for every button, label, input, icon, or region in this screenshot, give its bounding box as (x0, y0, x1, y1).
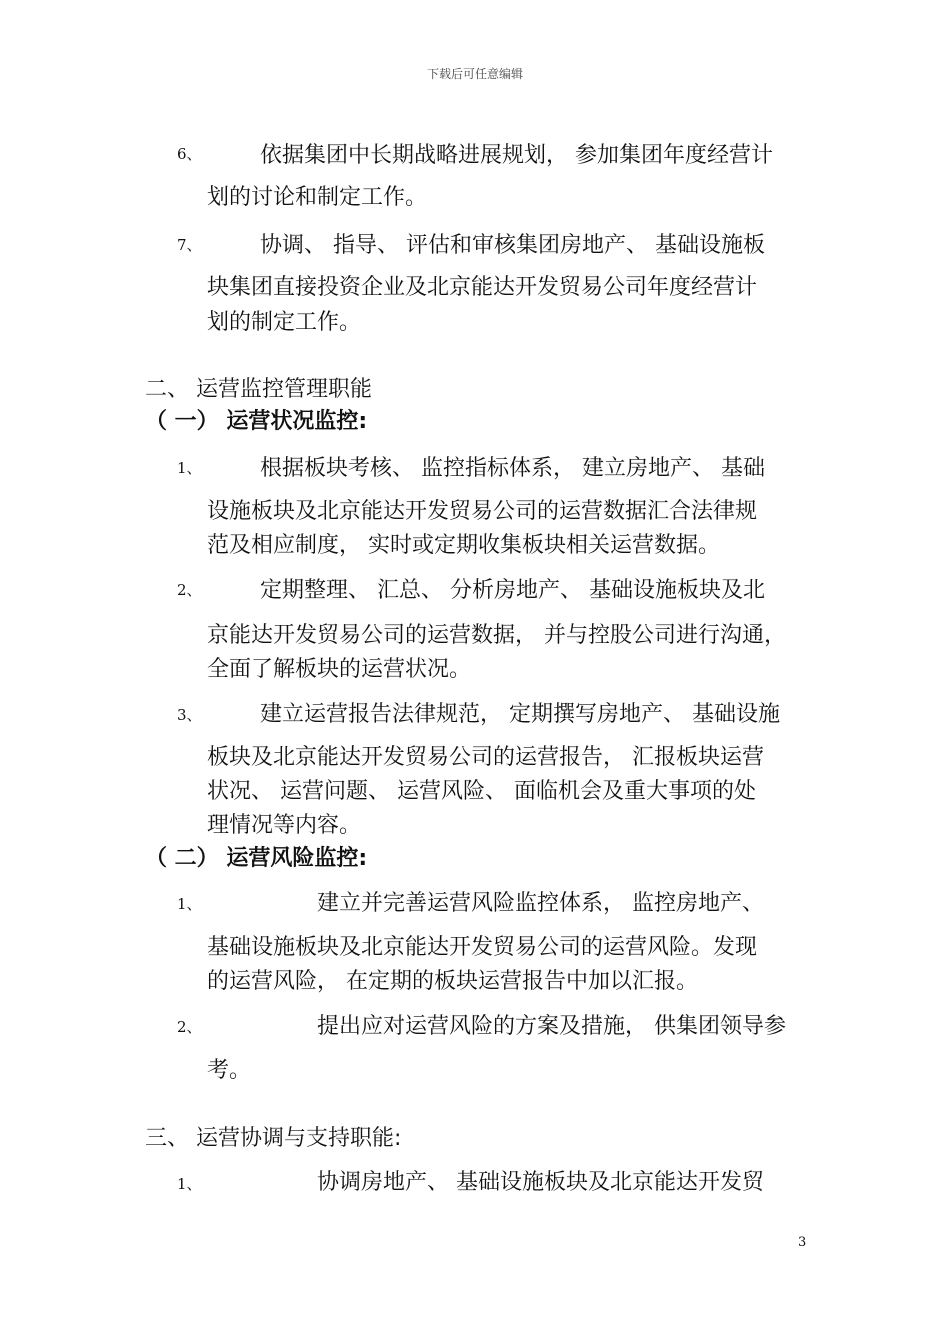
item-text-line: 京能达开发贸易公司的运营数据， 并与控股公司进行沟通， (207, 623, 786, 648)
page-header: 下载后可任意编辑 (426, 67, 523, 81)
item-number: 3、 (177, 706, 202, 724)
item-text-line: 划的制定工作。 (207, 310, 362, 335)
item-text-line: 全面了解板块的运营状况。 (207, 657, 472, 682)
section-title: 二、 运营监控管理职能 (145, 377, 372, 402)
item-text-line: 划的讨论和制定工作。 (207, 185, 428, 210)
section-title: 三、 运营协调与支持职能: (145, 1126, 402, 1151)
item-text-line: 协调、 指导、 评估和审核集团房地产、 基础设施板 (260, 233, 765, 258)
item-number: 1、 (177, 895, 202, 913)
item-text-line: 建立并完善运营风险监控体系， 监控房地产、 (317, 891, 764, 916)
item-text-line: 协调房地产、 基础设施板块及北京能达开发贸 (317, 1170, 764, 1195)
item-text-line: 范及相应制度， 实时或定期收集板块相关运营数据。 (207, 533, 720, 558)
item-number: 1、 (177, 1175, 202, 1193)
item-text-line: 状况、 运营问题、 运营风险、 面临机会及重大事项的处 (207, 779, 756, 804)
item-text-line: 基础设施板块及北京能达开发贸易公司的运营风险。发现 (207, 935, 758, 960)
item-text-line: 理情况等内容。 (207, 813, 362, 838)
item-text-line: 考。 (207, 1058, 252, 1083)
item-number: 2、 (177, 1018, 202, 1036)
item-text-line: 提出应对运营风险的方案及措施， 供集团领导参 (317, 1014, 786, 1039)
subsection-title: （ 二） 运营风险监控: (145, 846, 368, 871)
item-text-line: 定期整理、 汇总、 分析房地产、 基础设施板块及北 (260, 578, 765, 603)
item-number: 2、 (177, 581, 202, 599)
subsection-title: （ 一） 运营状况监控: (145, 409, 368, 434)
item-text-line: 依据集团中长期战略进展规划， 参加集团年度经营计 (260, 143, 773, 168)
item-text-line: 的运营风险， 在定期的板块运营报告中加以汇报。 (207, 969, 698, 994)
item-text-line: 根据板块考核、 监控指标体系， 建立房地产、 基础 (260, 456, 765, 481)
item-number: 7、 (177, 236, 202, 254)
item-text-line: 块集团直接投资企业及北京能达开发贸易公司年度经营计 (207, 275, 758, 300)
item-number: 1、 (177, 459, 202, 477)
item-text-line: 设施板块及北京能达开发贸易公司的运营数据汇合法律规 (207, 499, 758, 524)
item-text-line: 建立运营报告法律规范， 定期撰写房地产、 基础设施 (260, 702, 780, 727)
item-text-line: 板块及北京能达开发贸易公司的运营报告， 汇报板块运营 (207, 745, 764, 770)
item-number: 6、 (177, 145, 202, 163)
page-number: 3 (798, 1235, 807, 1250)
